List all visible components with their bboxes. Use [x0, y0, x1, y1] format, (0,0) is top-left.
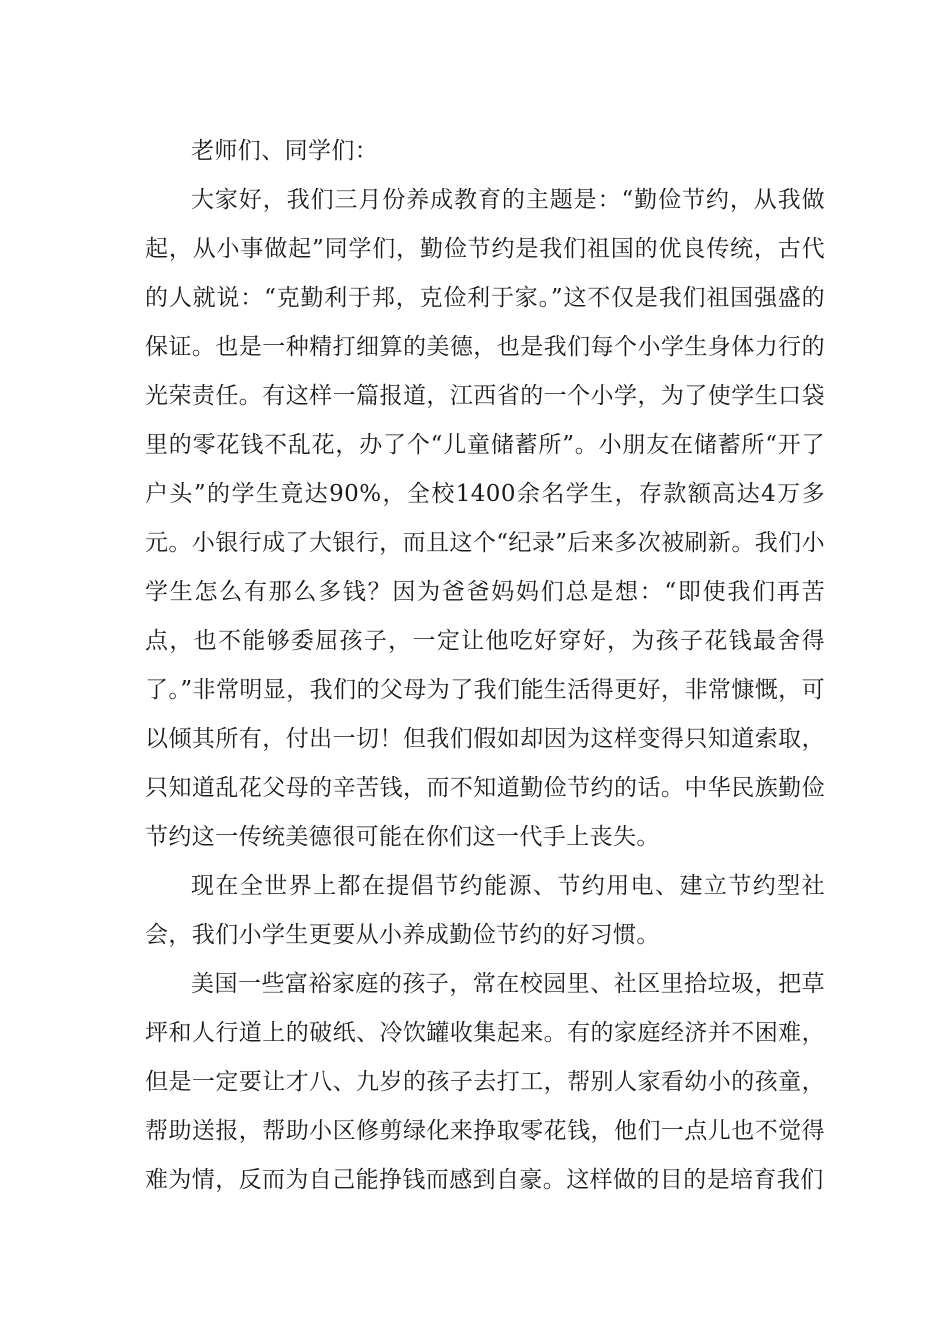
- body-paragraph-2: 现在全世界上都在提倡节约能源、节约用电、建立节约型社会，我们小学生更要从小养成勤俭节约的好习惯。: [145, 873, 825, 948]
- body-paragraph-1: 大家好，我们三月份养成教育的主题是：“勤俭节约，从我做起，从小事做起”同学们，勤俭节约是我们祖国的优良传统，古代的人就说：“克勤利于邦，克俭利于家。”这不仅是我们祖国强盛的保证。也是一种精打细算的美德，也是我们每个小学生身体力行的光荣责任。有这样一篇报道，江西省的一个小学，为了使学生口袋里的零花钱不乱花，办了个“儿童储蓄所”。小朋友在储蓄所“开了户头”的学生竟达90%，全校1400余名学生，存款额高达4万多元。小银行成了大银行，而且这个“纪录”后来多次被刷新。我们小学生怎么有那么多钱？因为爸爸妈妈们总是想：“即使我们再苦点，也不能够委屈孩子，一定让他吃好穿好，为孩子花钱最舍得了。”非常明显，我们的父母为了我们能生活得更好，非常慷慨，可以倾其所有，付出一切！但我们假如却因为这样变得只知道索取，只知道乱花父母的辛苦钱，而不知道勤俭节约的话。中华民族勤俭节约这一传统美德很可能在你们这一代手上丧失。: [145, 187, 825, 850]
- document-body: [145, 127, 825, 1205]
- body-paragraph-3: 美国一些富裕家庭的孩子，常在校园里、社区里拾垃圾，把草坪和人行道上的破纸、冷饮罐收集起来。有的家庭经济并不困难，但是一定要让才八、九岁的孩子去打工，帮别人家看幼小的孩童，帮助送报，帮助小区修剪绿化来挣取零花钱，他们一点儿也不觉得难为情，反而为自己能挣钱而感到自豪。这样做的目的是培育我们: [145, 971, 825, 1193]
- greeting-paragraph: 老师们、同学们：: [191, 138, 379, 164]
